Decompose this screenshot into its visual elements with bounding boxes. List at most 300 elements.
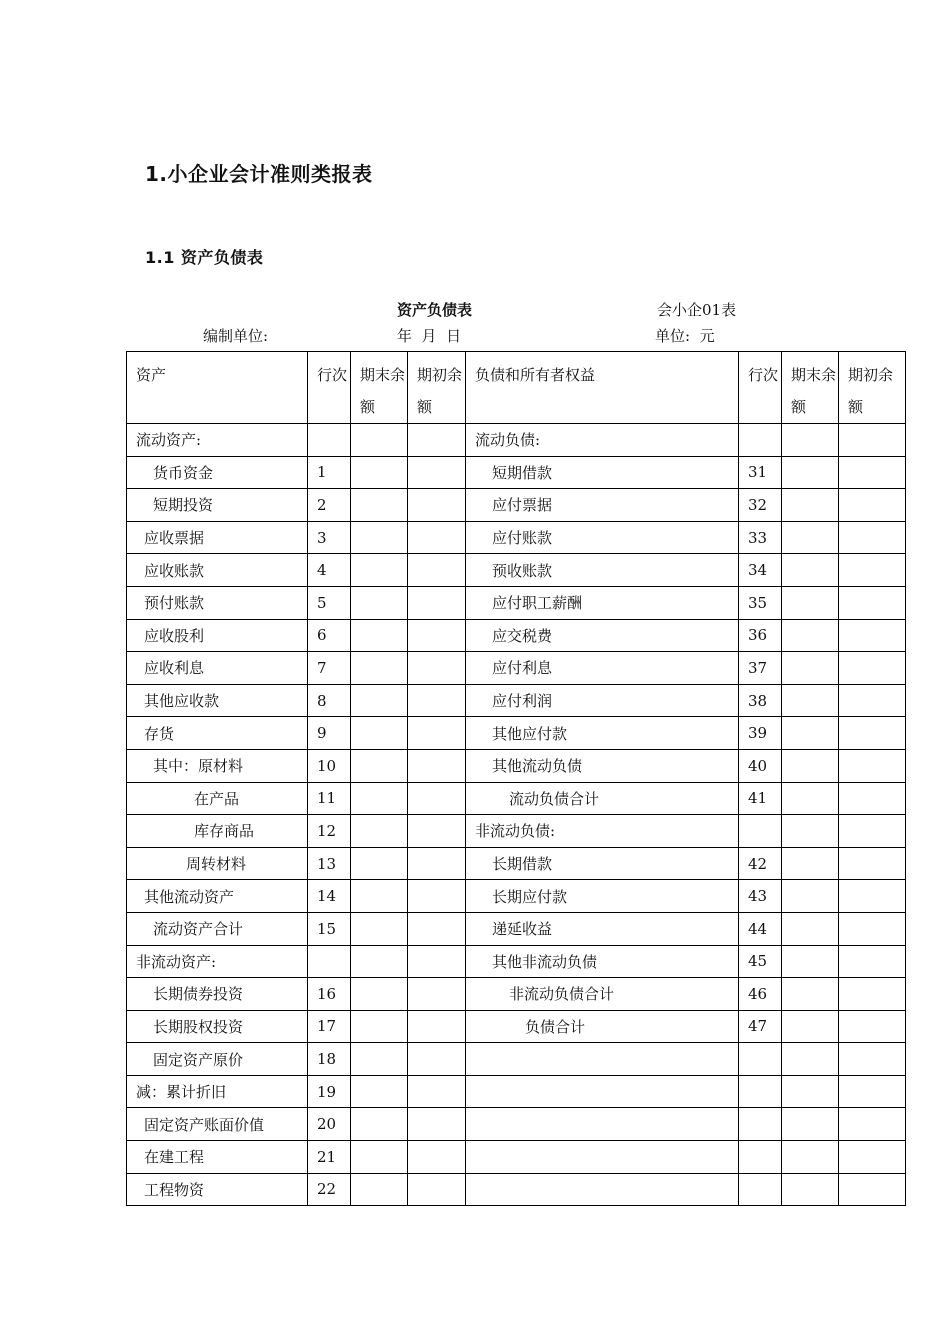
asset-item: [127, 1043, 308, 1076]
liability-begin-balance: [839, 1043, 906, 1076]
asset-end-balance: [351, 684, 408, 717]
asset-begin-balance: [408, 912, 466, 945]
liability-item-text: 非流动负债合计: [509, 985, 615, 1004]
header-asset: 资产: [127, 352, 308, 424]
liability-item: [466, 880, 739, 913]
asset-item: [127, 586, 308, 619]
asset-item: [127, 847, 308, 880]
asset-item: [127, 1108, 308, 1141]
asset-item: [127, 880, 308, 913]
liability-item: [466, 912, 739, 945]
asset-row-no: [308, 586, 351, 619]
asset-item: [127, 1075, 308, 1108]
liability-row-no: [739, 912, 782, 945]
asset-row-no: [308, 782, 351, 815]
asset-end-balance: [351, 1010, 408, 1043]
table-row: [127, 847, 906, 880]
liability-begin-balance: [839, 684, 906, 717]
asset-item-text: 其中：原材料: [153, 757, 244, 776]
asset-end-balance: [351, 978, 408, 1011]
subsection-heading: 1.1 资产负债表: [145, 248, 264, 267]
liability-end-balance: [782, 815, 839, 848]
liability-item: [466, 847, 739, 880]
asset-item: [127, 1173, 308, 1206]
asset-item: [127, 521, 308, 554]
asset-end-balance: [351, 1141, 408, 1174]
date-label: 年 月 日: [397, 327, 462, 345]
table-row: [127, 815, 906, 848]
asset-row-no-text: 20: [317, 1115, 337, 1134]
liability-item: [466, 1043, 739, 1076]
liability-begin-balance: [839, 749, 906, 782]
asset-end-balance: [351, 586, 408, 619]
asset-item-text: 短期投资: [153, 496, 214, 515]
liability-item: [466, 456, 739, 489]
asset-item: [127, 1141, 308, 1174]
liability-item-text: 应付利息: [492, 659, 553, 678]
table-row: [127, 1043, 906, 1076]
liability-item-text: 长期借款: [492, 855, 553, 874]
asset-item-text: 库存商品: [194, 822, 255, 841]
asset-end-balance: [351, 815, 408, 848]
asset-begin-balance: [408, 586, 466, 619]
asset-begin-balance: [408, 619, 466, 652]
asset-begin-balance: [408, 1010, 466, 1043]
asset-item-text: 预付账款: [144, 594, 205, 613]
asset-item: [127, 619, 308, 652]
asset-row-no-text: 9: [317, 724, 327, 743]
liability-item-text: 流动负债:: [475, 431, 541, 450]
asset-end-balance: [351, 945, 408, 978]
liability-row-no: [739, 489, 782, 522]
asset-end-balance: [351, 652, 408, 685]
asset-row-no-text: 15: [317, 919, 337, 938]
asset-item: [127, 782, 308, 815]
asset-item: [127, 978, 308, 1011]
liability-end-balance: [782, 684, 839, 717]
liability-row-no: [739, 1173, 782, 1206]
asset-begin-balance: [408, 815, 466, 848]
balance-sheet-table: [126, 351, 906, 1206]
liability-row-no-text: 38: [748, 691, 768, 710]
table-row: [127, 912, 906, 945]
asset-begin-balance: [408, 717, 466, 750]
liability-item: [466, 749, 739, 782]
asset-row-no: [308, 652, 351, 685]
liability-item: [466, 619, 739, 652]
asset-row-no-text: 2: [317, 495, 327, 514]
liability-end-balance: [782, 1141, 839, 1174]
liability-item: [466, 1010, 739, 1043]
asset-begin-balance: [408, 1141, 466, 1174]
liability-row-no: [739, 880, 782, 913]
asset-begin-balance: [408, 880, 466, 913]
liability-row-no: [739, 815, 782, 848]
asset-begin-balance: [408, 684, 466, 717]
asset-end-balance: [351, 880, 408, 913]
asset-end-balance: [351, 847, 408, 880]
liability-end-balance: [782, 521, 839, 554]
asset-row-no-text: 19: [317, 1082, 337, 1101]
asset-row-no: [308, 619, 351, 652]
liability-row-no: [739, 749, 782, 782]
asset-row-no: [308, 1173, 351, 1206]
header-end-balance-2: 期末余额: [782, 352, 839, 424]
asset-row-no: [308, 978, 351, 1011]
liability-item-text: 递延收益: [492, 920, 553, 939]
liability-item-text: 预收账款: [492, 561, 553, 580]
asset-row-no-text: 7: [317, 658, 327, 677]
asset-row-no: [308, 749, 351, 782]
liability-row-no: [739, 554, 782, 587]
asset-end-balance: [351, 424, 408, 457]
liability-begin-balance: [839, 978, 906, 1011]
liability-end-balance: [782, 912, 839, 945]
liability-end-balance: [782, 880, 839, 913]
liability-end-balance: [782, 424, 839, 457]
liability-begin-balance: [839, 945, 906, 978]
asset-begin-balance: [408, 489, 466, 522]
liability-row-no-text: 47: [748, 1017, 768, 1036]
table-row: [127, 880, 906, 913]
asset-end-balance: [351, 1108, 408, 1141]
table-row: [127, 489, 906, 522]
asset-begin-balance: [408, 1043, 466, 1076]
table-row: [127, 978, 906, 1011]
asset-item-text: 长期债券投资: [153, 985, 244, 1004]
preparer-label: 编制单位:: [203, 327, 269, 345]
liability-begin-balance: [839, 912, 906, 945]
asset-begin-balance: [408, 1108, 466, 1141]
liability-row-no: [739, 456, 782, 489]
table-row: [127, 782, 906, 815]
unit-label: 单位: 元: [655, 327, 715, 345]
table-row: [127, 424, 906, 457]
liability-begin-balance: [839, 782, 906, 815]
liability-item: [466, 586, 739, 619]
table-row: [127, 717, 906, 750]
table-row: [127, 456, 906, 489]
liability-item-text: 应付利润: [492, 692, 553, 711]
liability-row-no: [739, 945, 782, 978]
asset-end-balance: [351, 489, 408, 522]
liability-end-balance: [782, 652, 839, 685]
form-code: 会小企01表: [657, 301, 737, 319]
asset-row-no: [308, 684, 351, 717]
asset-item-text: 应收利息: [144, 659, 205, 678]
liability-end-balance: [782, 586, 839, 619]
asset-begin-balance: [408, 1173, 466, 1206]
asset-row-no: [308, 717, 351, 750]
liability-item-text: 应付票据: [492, 496, 553, 515]
asset-row-no-text: 14: [317, 887, 337, 906]
liability-end-balance: [782, 1108, 839, 1141]
asset-end-balance: [351, 619, 408, 652]
liability-item: [466, 1108, 739, 1141]
asset-begin-balance: [408, 847, 466, 880]
liability-item-text: 其他应付款: [492, 724, 568, 743]
liability-row-no: [739, 684, 782, 717]
liability-item: [466, 1141, 739, 1174]
asset-end-balance: [351, 554, 408, 587]
asset-end-balance: [351, 1173, 408, 1206]
asset-row-no-text: 11: [317, 789, 337, 808]
liability-item: [466, 1075, 739, 1108]
asset-row-no-text: 18: [317, 1050, 337, 1069]
asset-row-no: [308, 1141, 351, 1174]
form-title: 资产负债表: [397, 301, 473, 319]
asset-item-text: 周转材料: [186, 855, 247, 874]
asset-item-text: 流动资产:: [136, 431, 202, 450]
asset-row-no-text: 12: [317, 821, 337, 840]
liability-row-no: [739, 1141, 782, 1174]
liability-begin-balance: [839, 847, 906, 880]
liability-begin-balance: [839, 424, 906, 457]
asset-item: [127, 912, 308, 945]
asset-row-no-text: 21: [317, 1147, 337, 1166]
asset-row-no: [308, 521, 351, 554]
liability-begin-balance: [839, 586, 906, 619]
liability-begin-balance: [839, 717, 906, 750]
liability-row-no: [739, 619, 782, 652]
table-row: [127, 554, 906, 587]
asset-item-text: 减：累计折旧: [136, 1083, 227, 1102]
asset-row-no: [308, 815, 351, 848]
table-header-row: [127, 352, 906, 424]
liability-end-balance: [782, 619, 839, 652]
asset-row-no: [308, 456, 351, 489]
liability-begin-balance: [839, 652, 906, 685]
asset-row-no-text: 1: [317, 463, 327, 482]
liability-row-no-text: 43: [748, 887, 768, 906]
table-row: [127, 1141, 906, 1174]
asset-row-no-text: 4: [317, 561, 327, 580]
liability-item: [466, 684, 739, 717]
liability-row-no: [739, 652, 782, 685]
liability-end-balance: [782, 1043, 839, 1076]
asset-item-text: 其他流动资产: [144, 887, 235, 906]
liability-end-balance: [782, 749, 839, 782]
asset-item-text: 存货: [144, 724, 175, 743]
asset-end-balance: [351, 521, 408, 554]
asset-begin-balance: [408, 424, 466, 457]
asset-end-balance: [351, 1075, 408, 1108]
table-row: [127, 749, 906, 782]
liability-item: [466, 554, 739, 587]
liability-item-text: 应付职工薪酬: [492, 594, 583, 613]
asset-item: [127, 945, 308, 978]
liability-item: [466, 978, 739, 1011]
liability-row-no: [739, 847, 782, 880]
liability-item-text: 应交税费: [492, 626, 553, 645]
asset-item-text: 在产品: [194, 789, 240, 808]
header-begin-balance: 期初余额: [408, 352, 466, 424]
asset-begin-balance: [408, 456, 466, 489]
asset-row-no-text: 13: [317, 854, 337, 873]
liability-row-no-text: 41: [748, 789, 768, 808]
asset-row-no-text: 5: [317, 593, 327, 612]
asset-item-text: 其他应收款: [144, 692, 220, 711]
liability-row-no: [739, 1108, 782, 1141]
asset-row-no: [308, 554, 351, 587]
liability-end-balance: [782, 1075, 839, 1108]
table-row: [127, 652, 906, 685]
liability-item: [466, 717, 739, 750]
asset-item: [127, 424, 308, 457]
table-row: [127, 1075, 906, 1108]
asset-item-text: 应收账款: [144, 561, 205, 580]
asset-item: [127, 554, 308, 587]
liability-row-no-text: 37: [748, 658, 768, 677]
asset-item-text: 工程物资: [144, 1180, 205, 1199]
asset-item: [127, 1010, 308, 1043]
header-row-no-2: 行次: [739, 352, 782, 424]
asset-row-no: [308, 1108, 351, 1141]
asset-item: [127, 456, 308, 489]
liability-begin-balance: [839, 1173, 906, 1206]
liability-row-no-text: 42: [748, 854, 768, 873]
asset-row-no-text: 10: [317, 756, 337, 775]
liability-item: [466, 652, 739, 685]
liability-begin-balance: [839, 1108, 906, 1141]
liability-item-text: 短期借款: [492, 463, 553, 482]
liability-row-no-text: 46: [748, 984, 768, 1003]
liability-begin-balance: [839, 489, 906, 522]
liability-end-balance: [782, 456, 839, 489]
asset-item-text: 货币资金: [153, 463, 214, 482]
liability-row-no: [739, 1010, 782, 1043]
asset-row-no-text: 8: [317, 691, 327, 710]
liability-item: [466, 815, 739, 848]
asset-begin-balance: [408, 782, 466, 815]
liability-row-no: [739, 782, 782, 815]
asset-end-balance: [351, 1043, 408, 1076]
table-row: [127, 521, 906, 554]
section-heading: 1.小企业会计准则类报表: [145, 162, 373, 186]
asset-item: [127, 684, 308, 717]
liability-row-no-text: 45: [748, 952, 768, 971]
asset-end-balance: [351, 717, 408, 750]
liability-item-text: 长期应付款: [492, 887, 568, 906]
table-row: [127, 1108, 906, 1141]
table-row: [127, 684, 906, 717]
asset-row-no: [308, 945, 351, 978]
liability-row-no-text: 34: [748, 561, 768, 580]
liability-end-balance: [782, 978, 839, 1011]
asset-begin-balance: [408, 945, 466, 978]
table-row: [127, 619, 906, 652]
table-row: [127, 945, 906, 978]
asset-begin-balance: [408, 554, 466, 587]
asset-row-no: [308, 1010, 351, 1043]
header-row-no: 行次: [308, 352, 351, 424]
liability-item: [466, 1173, 739, 1206]
liability-end-balance: [782, 554, 839, 587]
asset-begin-balance: [408, 1075, 466, 1108]
header-begin-balance-2: 期初余额: [839, 352, 906, 424]
liability-begin-balance: [839, 619, 906, 652]
asset-item-text: 固定资产原价: [153, 1050, 244, 1069]
liability-begin-balance: [839, 521, 906, 554]
liability-row-no-text: 40: [748, 756, 768, 775]
asset-end-balance: [351, 782, 408, 815]
asset-row-no-text: 22: [317, 1180, 337, 1199]
asset-row-no: [308, 847, 351, 880]
table-row: [127, 586, 906, 619]
liability-end-balance: [782, 489, 839, 522]
liability-begin-balance: [839, 1075, 906, 1108]
liability-row-no-text: 39: [748, 724, 768, 743]
asset-item-text: 长期股权投资: [153, 1017, 244, 1036]
header-liability: 负债和所有者权益: [466, 352, 739, 424]
asset-begin-balance: [408, 521, 466, 554]
liability-end-balance: [782, 945, 839, 978]
liability-begin-balance: [839, 456, 906, 489]
asset-row-no-text: 16: [317, 984, 337, 1003]
asset-end-balance: [351, 912, 408, 945]
liability-item-text: 流动负债合计: [509, 789, 600, 808]
asset-end-balance: [351, 456, 408, 489]
asset-item-text: 应收票据: [144, 529, 205, 548]
liability-end-balance: [782, 717, 839, 750]
asset-item: [127, 489, 308, 522]
asset-item-text: 非流动资产:: [136, 952, 217, 971]
asset-row-no: [308, 1075, 351, 1108]
liability-row-no-text: 33: [748, 528, 768, 547]
asset-begin-balance: [408, 749, 466, 782]
liability-begin-balance: [839, 815, 906, 848]
liability-row-no-text: 35: [748, 593, 768, 612]
liability-item: [466, 424, 739, 457]
liability-end-balance: [782, 782, 839, 815]
asset-row-no: [308, 489, 351, 522]
liability-row-no: [739, 717, 782, 750]
asset-item-text: 在建工程: [144, 1148, 205, 1167]
asset-row-no-text: 17: [317, 1017, 337, 1036]
asset-item-text: 应收股利: [144, 626, 205, 645]
liability-begin-balance: [839, 1141, 906, 1174]
liability-item-text: 其他流动负债: [492, 757, 583, 776]
liability-row-no: [739, 586, 782, 619]
asset-item-text: 固定资产账面价值: [144, 1115, 265, 1134]
asset-row-no: [308, 912, 351, 945]
liability-item-text: 应付账款: [492, 529, 553, 548]
asset-row-no: [308, 880, 351, 913]
liability-row-no: [739, 521, 782, 554]
liability-end-balance: [782, 847, 839, 880]
asset-item: [127, 815, 308, 848]
asset-item: [127, 749, 308, 782]
liability-row-no-text: 31: [748, 463, 768, 482]
liability-item: [466, 521, 739, 554]
asset-item-text: 流动资产合计: [153, 920, 244, 939]
liability-begin-balance: [839, 880, 906, 913]
header-end-balance: 期末余额: [351, 352, 408, 424]
asset-row-no-text: 6: [317, 626, 327, 645]
liability-item: [466, 489, 739, 522]
liability-row-no: [739, 424, 782, 457]
liability-item: [466, 782, 739, 815]
table-row: [127, 1010, 906, 1043]
asset-begin-balance: [408, 978, 466, 1011]
liability-row-no-text: 44: [748, 919, 768, 938]
liability-row-no-text: 36: [748, 626, 768, 645]
liability-row-no: [739, 1075, 782, 1108]
liability-item: [466, 945, 739, 978]
table-row: [127, 1173, 906, 1206]
asset-end-balance: [351, 749, 408, 782]
asset-item: [127, 652, 308, 685]
